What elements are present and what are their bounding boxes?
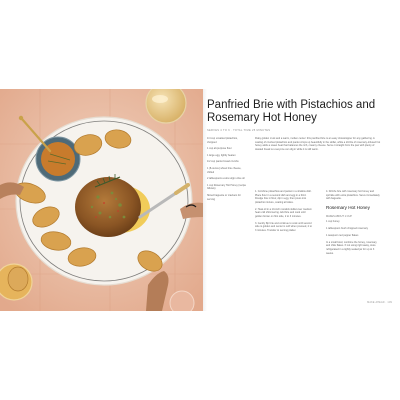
method-column-left <box>255 190 313 236</box>
book-spread <box>0 89 400 311</box>
ingredient-item: 1/2 cup panko bread crumbs <box>207 160 239 164</box>
ingredient-item: 1/4 cup unsalted pistachios, chopped <box>207 137 238 144</box>
ingredient-list <box>207 137 247 204</box>
subrecipe-ingredient: 1 tablespoon fresh chopped rosemary <box>326 227 368 231</box>
subrecipe-yield: MAKES ABOUT 1 CUP <box>326 214 352 218</box>
recipe-title: Panfried Brie with Pistachios and Rosemary Hot Honey <box>207 99 376 124</box>
subrecipe-method: In a small bowl, combine the honey, rosemary, and chile flakes. If not using right away, store refrigerated in a tightly sealed jar for up to 3 weeks. <box>326 240 378 255</box>
food-photo <box>0 89 203 311</box>
method-column-right <box>326 190 382 258</box>
ingredient-item: 1 cup all-purpose flour <box>207 147 232 151</box>
method-step: 3. Gently flip brie and continue to cook until second side is golden and center is soft when pressed, 2 to 3 minutes. Transfer to serving platter. <box>255 221 312 232</box>
ingredient-item: 1 large egg, lightly beaten <box>207 153 236 157</box>
method-step: 1. Combine pistachios and panko in a shallow dish. Place flour in a second dish and egg in a third. Dredge brie in flour, dip in egg, then press into pistachio mixture, coating all sides. <box>255 190 312 204</box>
subrecipe-ingredient: 1 cup honey <box>326 220 340 224</box>
recipe-byline: SERVES 4 TO 6 · TOTAL TIME 25 MINUTES <box>207 129 271 132</box>
subrecipe-title: Rosemary Hot Honey <box>326 204 370 210</box>
recipe-intro <box>255 137 381 155</box>
recipe-page <box>207 89 400 311</box>
ingredient-item: 1 (8-ounce) wheel brie cheese, chilled <box>207 166 242 174</box>
subrecipe-ingredient: 1 teaspoon red pepper flakes <box>326 233 359 237</box>
page-folio: MAKE AHEAD · 109 <box>367 301 392 304</box>
method-step: 4. Drizzle brie with rosemary hot honey and sprinkle with extra pistachios. Serve immediately with baguette. <box>326 190 380 201</box>
method-step: 2. Heat oil in a 10-inch nonstick skillet over medium heat until shimmering. Add brie and cook until golden brown on first side, 2 to 3 minutes. <box>255 207 312 218</box>
ingredient-item: 1 cup Rosemary Hot Honey (recipe follows) <box>207 183 247 191</box>
food-photo-illustration <box>0 89 203 311</box>
intro-paragraph: Flaky golden crust and a warm, molten center: this panfried brie is an easy showstopper for any gathering. A coating of crushed pistachios and panko crisps up beautifully in the skillet, while a drizzle of rosemary-infused hot honey adds a sweet heat that balances the rich, creamy cheese. Serve it straight from the pan with plenty of toasted bread so everyone can dig in while it is still warm. <box>255 137 381 151</box>
brie-wheel <box>75 177 141 237</box>
wine-glass-icon <box>146 89 186 123</box>
ingredient-item: Sliced baguette or crackers for serving <box>207 193 241 201</box>
ingredient-item: 2 tablespoons extra-virgin olive oil <box>207 177 245 181</box>
